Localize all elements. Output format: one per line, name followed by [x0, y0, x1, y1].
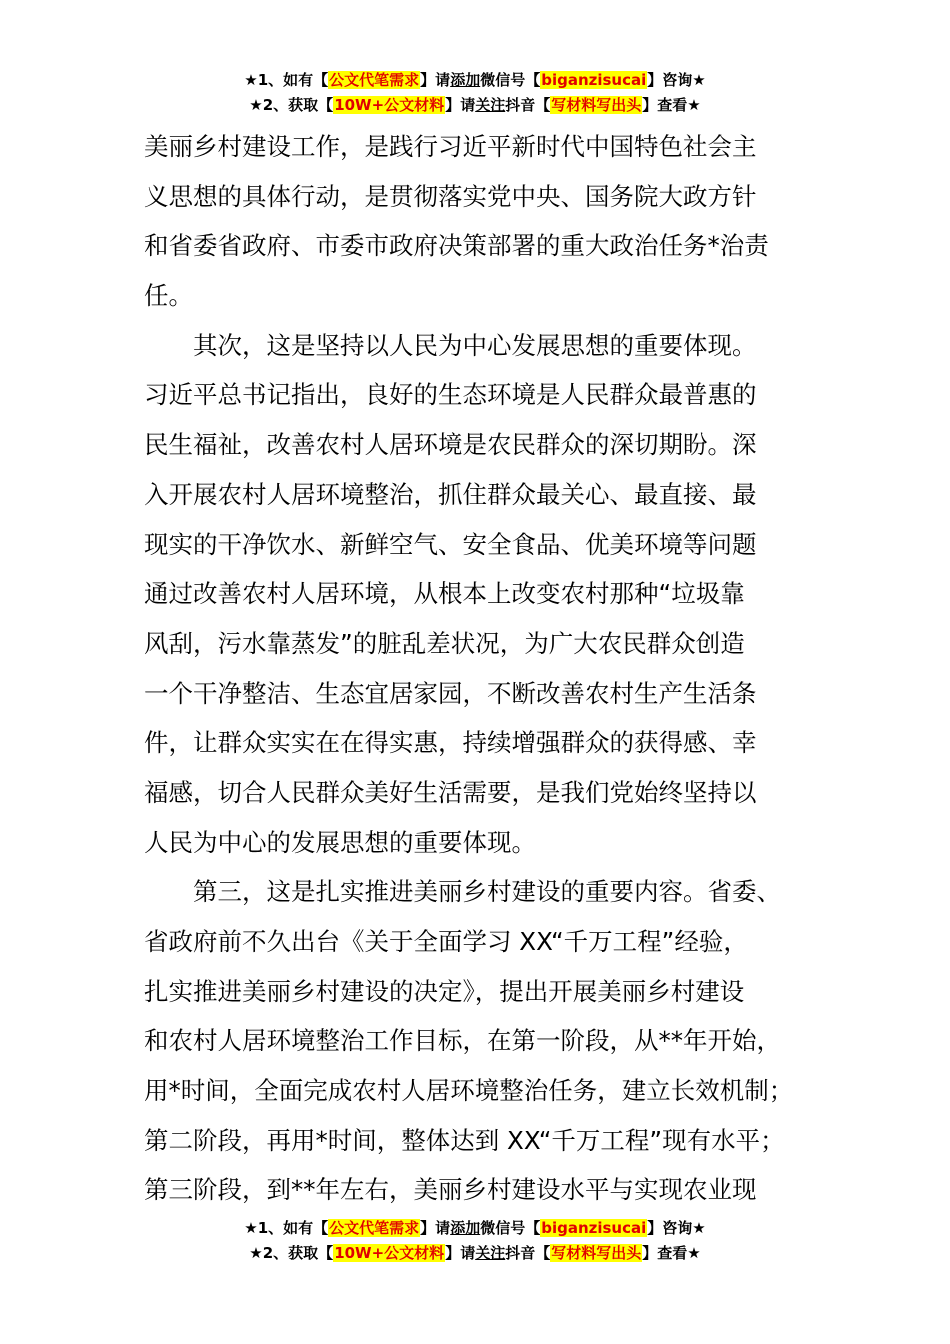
text-line: 和农村人居环境整治工作目标，在第一阶段，从**年开始， — [144, 1026, 781, 1056]
banner-underlined-text: 关注 — [475, 1244, 506, 1262]
document-body — [144, 122, 844, 1215]
text-line: 第三，这是扎实推进美丽乡村建设的重要内容。省委、 — [144, 877, 781, 907]
banner-text: ★1、如有【 — [244, 71, 329, 89]
header-banner — [0, 68, 950, 118]
text-line: 入开展农村人居环境整治，抓住群众最关心、最直接、最 — [144, 479, 757, 509]
banner-text: 】请 — [445, 1244, 476, 1262]
text-line: 风刮，污水靠蒸发”的脏乱差状况，为广大农民群众创造 — [144, 628, 745, 658]
banner-text: 抖音【 — [505, 96, 551, 114]
text-line: 第三阶段，到**年左右，美丽乡村建设水平与实现农业现 — [144, 1175, 757, 1205]
banner-highlight: 10W+公文材料 — [334, 1244, 445, 1262]
banner-text: 】查看★ — [642, 1244, 701, 1262]
footer-banner — [0, 1216, 950, 1266]
banner-text: 】请 — [420, 1219, 451, 1237]
text-line: 省政府前不久出台《关于全面学习 XX“千万工程”经验， — [144, 927, 748, 956]
text-line: 福感，切合人民群众美好生活需要，是我们党始终坚持以 — [144, 777, 757, 807]
banner-highlight: 公文代笔需求 — [329, 71, 420, 89]
text-line: 第二阶段，再用*时间，整体达到 XX“千万工程”现有水平； — [144, 1125, 785, 1155]
banner-line-1 — [0, 1216, 950, 1241]
banner-line-2 — [0, 93, 950, 118]
text-line: 任。 — [144, 281, 193, 311]
text-line: 现实的干净饮水、新鲜空气、安全食品、优美环境等问题 — [144, 529, 757, 559]
text-line: 义思想的具体行动，是贯彻落实党中央、国务院大政方针 — [144, 181, 757, 211]
text-line: 其次，这是坚持以人民为中心发展思想的重要体现。 — [144, 330, 757, 360]
text-line: 美丽乡村建设工作，是践行习近平新时代中国特色社会主 — [144, 132, 757, 161]
text-line: 件，让群众实实在在得实惠，持续增强群众的获得感、幸 — [144, 728, 757, 758]
banner-highlight: 写材料写出头 — [551, 1244, 642, 1262]
banner-text: ★1、如有【 — [244, 1219, 329, 1237]
text-line: 通过改善农村人居环境，从根本上改变农村那种“垃圾靠 — [144, 579, 745, 609]
banner-highlight: 写材料写出头 — [551, 96, 642, 114]
banner-text: 抖音【 — [505, 1244, 551, 1262]
text-line: 习近平总书记指出，良好的生态环境是人民群众最普惠的 — [144, 380, 757, 410]
text-line: 人民为中心的发展思想的重要体现。 — [144, 827, 536, 857]
banner-highlight: biganzisucai — [541, 71, 647, 89]
banner-text: 】请 — [445, 96, 476, 114]
banner-underlined-text: 添加 — [450, 71, 481, 89]
text-line: 民生福祉，改善农村人居环境是农民群众的深切期盼。深 — [144, 430, 757, 460]
banner-highlight: biganzisucai — [541, 1219, 647, 1237]
banner-text: 】请 — [420, 71, 451, 89]
text-line: 和省委省政府、市委市政府决策部署的重大政治任务*治责 — [144, 231, 769, 261]
banner-text: 】咨询★ — [647, 71, 706, 89]
text-line: 用*时间，全面完成农村人居环境整治任务，建立长效机制； — [144, 1076, 794, 1106]
banner-line-2 — [0, 1241, 950, 1266]
banner-text: 微信号【 — [480, 71, 541, 89]
banner-text: ★2、获取【 — [249, 1244, 334, 1262]
banner-highlight: 公文代笔需求 — [329, 1219, 420, 1237]
banner-text: 】查看★ — [642, 96, 701, 114]
banner-underlined-text: 关注 — [475, 96, 506, 114]
banner-line-1 — [0, 68, 950, 93]
banner-underlined-text: 添加 — [450, 1219, 481, 1237]
banner-text: 微信号【 — [480, 1219, 541, 1237]
banner-text: ★2、获取【 — [249, 96, 334, 114]
banner-text: 】咨询★ — [647, 1219, 706, 1237]
text-line: 一个干净整洁、生态宜居家园，不断改善农村生产生活条 — [144, 678, 757, 708]
banner-highlight: 10W+公文材料 — [334, 96, 445, 114]
text-line: 扎实推进美丽乡村建设的决定》，提出开展美丽乡村建设 — [144, 976, 745, 1006]
